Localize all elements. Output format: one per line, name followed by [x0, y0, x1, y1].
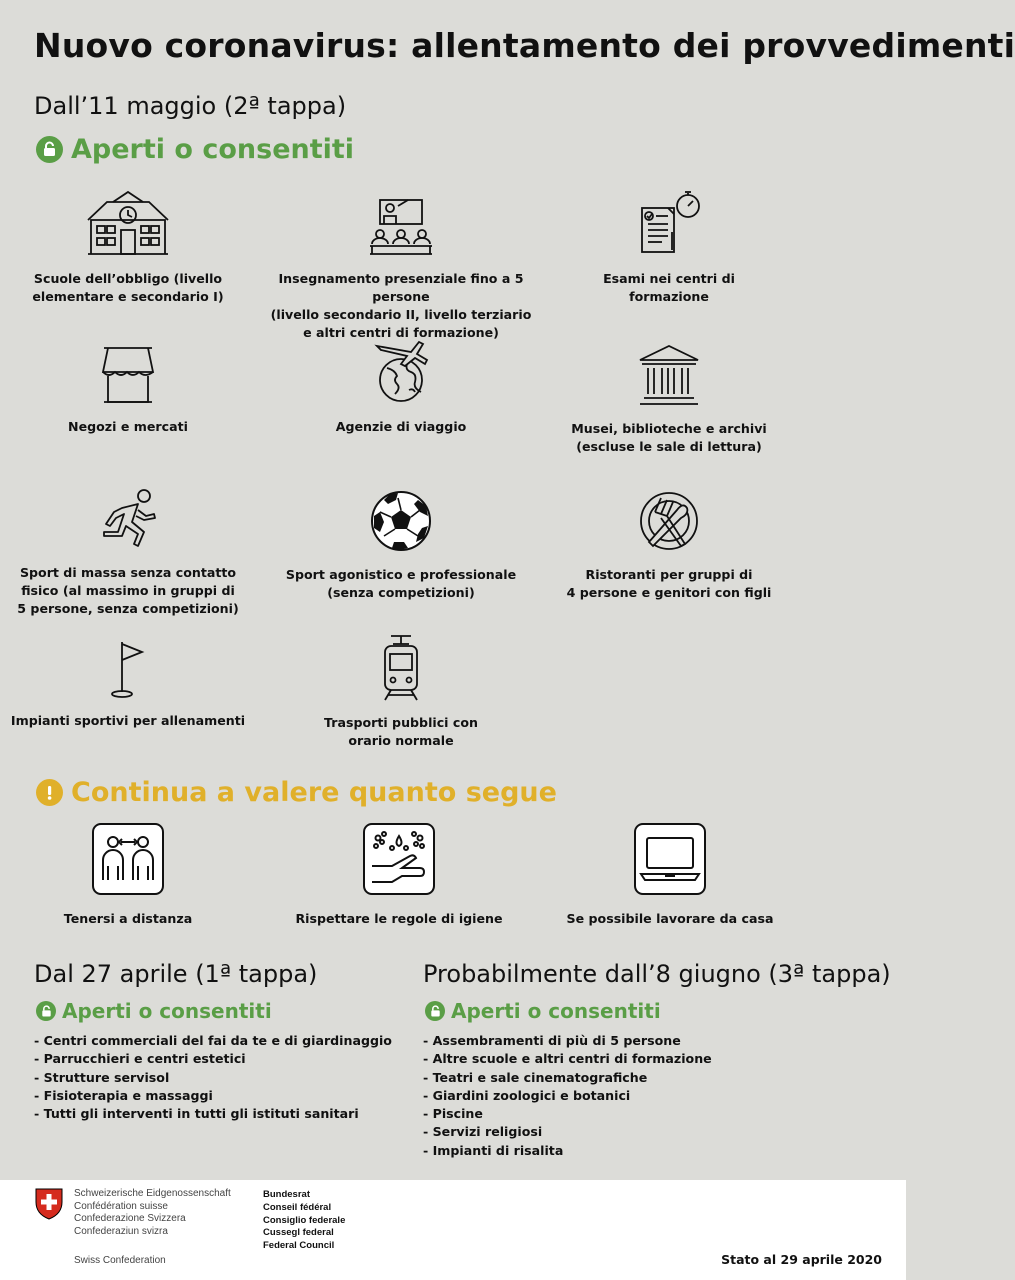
item-label: Musei, biblioteche e archivi (escluse le sale di lettura) [571, 421, 767, 454]
school-icon [85, 190, 171, 256]
shop-icon [100, 346, 156, 404]
council-name: Consiglio federale [263, 1214, 346, 1226]
item-label: Sport di massa senza contatto fisico (al massimo in gruppi di 5 persone, senza competizioni) [17, 565, 239, 616]
item-hygiene [254, 822, 544, 928]
item-restaurant [524, 490, 814, 602]
council-name: Cussegl federal [263, 1227, 334, 1239]
item-classroom [256, 196, 546, 342]
phase2-open-label: Aperti o consentiti [71, 134, 355, 165]
item-public-transport [256, 634, 546, 750]
item-label: Impianti sportivi per allenamenti [10, 713, 246, 728]
phase1-open-label: Aperti o consentiti [62, 999, 272, 1023]
item-label: Se possibile lavorare da casa [566, 911, 774, 926]
confederation-name: Confédération suisse [74, 1200, 168, 1212]
list-item: - Centri commerciali del fai da te e di giardinaggio [34, 1033, 392, 1048]
item-exam [524, 190, 814, 306]
item-shop [0, 346, 273, 436]
runner-icon [98, 488, 158, 550]
restaurant-icon [639, 490, 699, 552]
list-item: - Piscine [423, 1106, 483, 1122]
item-label: Tenersi a distanza [63, 911, 193, 926]
list-item: - Impianti di risalita [423, 1142, 564, 1158]
item-label: Negozi e mercati [68, 419, 188, 434]
list-item: - Servizi religiosi [423, 1124, 543, 1140]
item-homeoffice [525, 822, 815, 928]
council-name: Conseil fédéral [263, 1201, 332, 1213]
item-sport-facilities [0, 640, 273, 730]
phase1-list [34, 1032, 392, 1123]
item-label: Sport agonistico e professionale (senza competizioni) [285, 567, 517, 600]
handwash-icon [362, 822, 436, 896]
swiss-confederation: Swiss Confederation [74, 1255, 166, 1266]
list-item: - Teatri e sale cinematografiche [423, 1069, 648, 1085]
phase3-open-label: Aperti o consentiti [451, 999, 661, 1023]
item-label: Rispettare le regole di igiene [295, 911, 503, 926]
item-label: Ristoranti per gruppi di 4 persone e genitori con figli [566, 567, 772, 600]
unlock-icon [425, 1001, 445, 1021]
list-item: - Fisioterapia e massaggi [34, 1087, 213, 1103]
item-label: Esami nei centri di formazione [603, 271, 735, 304]
council-name: Bundesrat [263, 1189, 310, 1200]
list-item: - Parrucchieri e centri estetici [34, 1051, 246, 1067]
item-distance [0, 822, 273, 928]
phase3-open-heading [425, 999, 661, 1023]
page-title: Nuovo coronavirus: allentamento dei provvedimenti [34, 26, 1015, 65]
item-label: Agenzie di viaggio [335, 419, 467, 434]
phase3-heading: Probabilmente dall’8 giugno (3ª tappa) [423, 960, 891, 988]
phase3-list [423, 1032, 712, 1160]
unlock-icon [36, 136, 63, 163]
tram-icon [381, 634, 421, 702]
exclamation-icon [36, 779, 63, 806]
confederation-names [74, 1188, 231, 1238]
status-date: Stato al 29 aprile 2020 [721, 1252, 882, 1267]
exam-icon [634, 190, 704, 256]
item-soccer [256, 490, 546, 602]
golf-flag-icon [108, 640, 148, 698]
list-item: - Altre scuole e altri centri di formazione [423, 1051, 712, 1067]
travel-icon [371, 338, 431, 406]
phase1-open-heading [36, 999, 272, 1023]
unlock-icon [36, 1001, 56, 1021]
item-label: Trasporti pubblici con orario normale [324, 715, 478, 748]
continue-heading [36, 777, 557, 808]
classroom-icon [368, 196, 434, 256]
item-label: Scuole dell’obbligo (livello elementare e secondario I) [32, 271, 224, 304]
phase1-heading: Dal 27 aprile (1ª tappa) [34, 960, 318, 988]
soccer-ball-icon [370, 490, 432, 552]
item-travel [256, 338, 546, 436]
swiss-coat-of-arms-icon [35, 1188, 63, 1220]
continue-label: Continua a valere quanto segue [71, 777, 557, 808]
confederation-name: Confederaziun svizra [74, 1225, 168, 1237]
council-names [263, 1189, 345, 1253]
confederation-name: Schweizerische Eidgenossenschaft [74, 1188, 231, 1199]
list-item: - Tutti gli interventi in tutti gli istituti sanitari [34, 1106, 359, 1122]
confederation-name: Confederazione Svizzera [74, 1213, 186, 1225]
laptop-icon [633, 822, 707, 896]
item-museum [524, 344, 814, 456]
phase2-heading: Dall’11 maggio (2ª tappa) [34, 92, 347, 120]
list-item: - Assembramenti di più di 5 persone [423, 1033, 681, 1048]
list-item: - Strutture servisol [34, 1069, 170, 1085]
council-name: Federal Council [263, 1240, 335, 1252]
museum-icon [638, 344, 700, 406]
list-item: - Giardini zoologici e botanici [423, 1087, 631, 1103]
item-label: Insegnamento presenziale fino a 5 persone (livello secondario II, livello terziario e altri centri di formazione) [270, 271, 532, 340]
item-running [0, 488, 273, 618]
item-school [0, 190, 273, 306]
distance-icon [91, 822, 165, 896]
phase2-open-heading [36, 134, 354, 165]
